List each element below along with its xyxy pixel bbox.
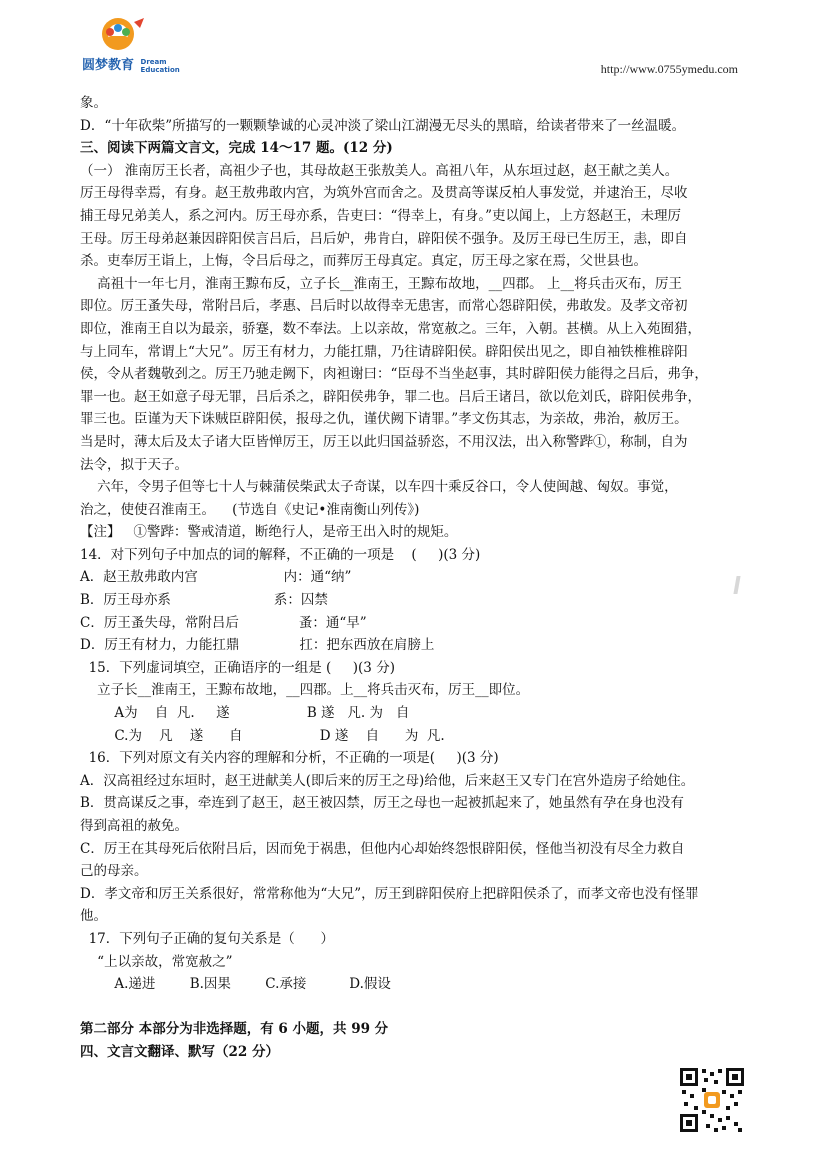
- text-line: 罪三也。臣谨为天下诛贼臣辟阳侯，报母之仇，谨伏阙下请罪。”孝文伤其志，为亲故，弗治，赦厉王。: [80, 411, 688, 428]
- option-line: A为 自 凡. 遂 B 遂 凡. 为 自: [80, 705, 410, 722]
- logo-en-1: Dream: [140, 57, 167, 66]
- option-line: C.为 凡 遂 自 D 遂 自 为 凡.: [80, 727, 445, 744]
- question-16: 16．下列对原文有关内容的理解和分析，不正确的一项是( )(3 分): [80, 750, 499, 767]
- text-line: 王母。厉王母弟赵兼因辟阳侯言吕后，吕后妒，弗肯白，辟阳侯不强争。及厉王母已生厉王，恚，即自: [80, 230, 688, 247]
- question-15: 15．下列虚词填空，正确语序的一组是 ( )(3 分): [80, 659, 395, 676]
- option-line: A.递进 B.因果 C.承接 D.假设: [80, 976, 391, 993]
- text-line: 捕王母兄弟美人，系之河内。厉王母亦系，告吏曰：“得幸上，有身。”吏以闻上，上方怒赵王，未理厉: [80, 207, 682, 224]
- option-line: B．贯高谋反之事，牵连到了赵王，赵王被囚禁，厉王之母也一起被抓起来了，她虽然有孕在身也没有: [80, 795, 684, 812]
- text-line: D．“十年砍柴”所描写的一颗颗挚诚的心灵冲淡了梁山江湖漫无尽头的黑暗，给读者带来了一丝温暖。: [80, 117, 686, 134]
- option-line: B．厉王母亦系 系：囚禁: [80, 592, 328, 609]
- text-line: 即位，淮南王自以为最亲，骄蹇，数不奉法。上以亲故，常宽赦之。三年，入朝。甚横。从上入苑囿猎，: [80, 320, 701, 337]
- section-heading: 第二部分 本部分为非选择题，有 6 小题，共 99 分: [80, 1021, 389, 1038]
- site-url[interactable]: http://www.0755ymedu.com: [600, 62, 738, 76]
- note-line: 【注】 ①警跸：警戒清道，断绝行人，是帝王出入时的规矩。: [80, 524, 458, 541]
- logo-en-2: Education: [140, 65, 180, 74]
- text-line: 高祖十一年七月，淮南王黥布反，立子长__淮南王，王黥布故地，__四郡。 上__将兵击灭布，厉王: [80, 275, 682, 292]
- option-line: 得到高祖的赦免。: [80, 818, 188, 834]
- text-line: 厉王母得幸焉，有身。赵王敖弗敢内宫，为筑外宫而舍之。及贯高等谋反柏人事发觉，并逮治王，尽收: [80, 185, 688, 202]
- option-line: D．孝文帝和厉王关系很好，常常称他为“大兄”，厉王到辟阳侯府上把辟阳侯杀了，而孝文帝也没有怪罪: [80, 885, 699, 902]
- text-line: （一） 淮南厉王长者，高祖少子也，其母故赵王张敖美人。高祖八年，从东垣过赵，赵王献之美人。: [80, 162, 679, 179]
- text-line: 杀。吏奉厉王诣上，上悔，令吕后母之，而葬厉王母真定。真定，厉王母之家在焉，父世县也。: [80, 253, 647, 270]
- section-heading: 三、阅读下两篇文言文，完成 14～17 题。(12 分): [80, 140, 393, 157]
- option-line: A．汉高祖经过东垣时，赵王进献美人(即后来的厉王之母)给他，后来赵王又专门在宫外造房子给她住。: [80, 772, 695, 789]
- text-line: 立子长__淮南王，王黥布故地，__四郡。上__将兵击灭布，厉王__即位。: [80, 682, 530, 699]
- qr-code-icon: [678, 1066, 746, 1134]
- text-line: 与上同车，常谓上“大兄”。厉王有材力，力能扛鼎，乃往请辟阳侯。辟阳侯出见之，即自袖铁椎椎辟阳: [80, 343, 688, 360]
- question-14: 14．对下列句子中加点的词的解释，不正确的一项是 ( )(3 分): [80, 546, 481, 563]
- logo: [82, 14, 192, 76]
- option-line: 己的母亲。: [80, 863, 148, 880]
- text-line: 侯，令从者魏敬刭之。厉王乃驰走阙下，肉袒谢曰：“臣母不当坐赵事，其时辟阳侯力能得之吕后，弗争，: [80, 366, 708, 383]
- document-body: [80, 92, 742, 1064]
- text-line: 法令，拟于天子。: [80, 456, 188, 473]
- text-line: “上以亲故，常宽赦之”: [80, 953, 233, 970]
- text-line: 六年，令男子但等七十人与棘蒲侯柴武太子奇谋，以车四十乘反谷口，令人使闽越、匈奴。事觉，: [80, 479, 678, 496]
- text-line: 即位。厉王蚤失母，常附吕后，孝惠、吕后时以故得幸无患害，而常心怨辟阳侯，弗敢发。及孝文帝初: [80, 298, 688, 315]
- text-line: 象。: [80, 95, 107, 111]
- option-line: D．厉王有材力，力能扛鼎 扛：把东西放在肩膀上: [80, 637, 435, 654]
- option-line: C．厉王在其母死后依附吕后，因而免于祸患，但他内心却始终怨恨辟阳侯，怪他当初没有尽全力救自: [80, 840, 685, 857]
- text-line: 当是时，薄太后及太子诸大臣皆惮厉王，厉王以此归国益骄恣，不用汉法，出入称警跸①，称制，自为: [80, 433, 688, 450]
- option-line: 他。: [80, 908, 107, 925]
- option-line: C．厉王蚤失母，常附吕后 蚤：通“早”: [80, 614, 367, 631]
- blank-line: [80, 996, 742, 1019]
- section-heading: 四、文言文翻译、默写（22 分）: [80, 1043, 279, 1060]
- text-line: 治之，使使召淮南王。 (节选自《史记•淮南衡山列传》): [80, 501, 420, 518]
- question-17: 17．下列句子正确的复句关系是（ ）: [80, 930, 335, 947]
- text-line: 罪一也。赵王如意子母无罪，吕后杀之，辟阳侯弗争，罪二也。吕后王诸吕，欲以危刘氏，辟阳侯弗争，: [80, 388, 701, 405]
- option-line: A．赵王敖弗敢内宫 内：通“纳”: [80, 569, 352, 586]
- logo-text: 圆梦教育 Dream Education: [82, 57, 180, 74]
